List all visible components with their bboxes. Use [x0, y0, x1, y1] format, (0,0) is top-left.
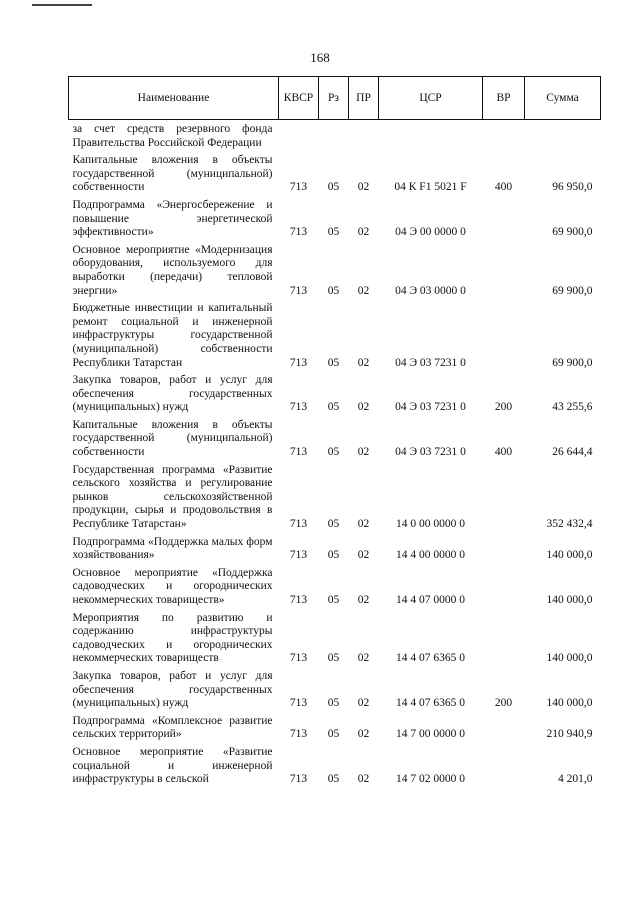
row-pr: 02 — [357, 549, 370, 562]
table-row — [69, 713, 601, 744]
scan-edge-mark — [32, 4, 92, 6]
row-sum: 69 900,0 — [552, 226, 593, 239]
row-name: Государственная программа «Развитие сельского хозяйства и регулирование рынков сельскохозяйственной продукции, сырья и продовольствия в Республике Татарстан» — [72, 463, 273, 531]
row-vr — [483, 534, 525, 565]
table-header-row — [69, 77, 601, 120]
row-csr: 14 4 07 0000 0 — [396, 594, 465, 606]
row-csr: 14 7 00 0000 0 — [396, 728, 465, 741]
header-vr: ВР — [483, 77, 525, 120]
row-name: Подпрограмма «Поддержка малых форм хозяйствования» — [72, 535, 273, 562]
table-row — [69, 668, 601, 713]
row-csr: 04 Э 03 7231 0 — [395, 356, 466, 369]
row-csr: 04 К F1 5021 F — [394, 181, 467, 194]
row-sum: 69 900,0 — [552, 356, 593, 369]
row-rz: 05 — [327, 549, 340, 562]
row-csr: 04 Э 03 0000 0 — [395, 284, 466, 297]
row-kvsr: 713 — [289, 446, 308, 459]
row-name: Основное мероприятие «Модернизация оборудования, используемого для выработки (передачи) тепловой энергии» — [72, 243, 273, 297]
row-name: Бюджетные инвестиции и капитальный ремонт социальной и инженерной инфраструктуры государственной (муниципальной) собственности Республики Татарстан — [72, 302, 273, 369]
table-row — [69, 744, 601, 789]
header-name: Наименование — [69, 77, 279, 120]
row-csr — [379, 120, 483, 153]
row-sum: 210 940,9 — [546, 728, 593, 741]
row-sum: 352 432,4 — [546, 518, 593, 531]
row-csr: 14 4 07 6365 0 — [396, 652, 465, 665]
table-row — [69, 120, 601, 153]
row-rz: 05 — [327, 356, 340, 369]
row-sum — [525, 120, 601, 153]
row-kvsr: 713 — [289, 284, 308, 297]
row-csr: 14 0 00 0000 0 — [396, 518, 465, 531]
row-kvsr: 713 — [289, 181, 308, 194]
row-kvsr: 713 — [289, 652, 308, 665]
row-kvsr: 713 — [289, 518, 308, 531]
row-kvsr: 713 — [289, 356, 308, 369]
row-pr: 02 — [357, 594, 370, 606]
row-csr: 04 Э 03 7231 0 — [395, 401, 466, 414]
row-sum: 69 900,0 — [552, 284, 593, 297]
row-rz: 05 — [327, 728, 340, 741]
header-csr: ЦСР — [379, 77, 483, 120]
row-csr: 04 Э 00 0000 0 — [395, 226, 466, 239]
row-pr: 02 — [357, 226, 370, 239]
row-rz: 05 — [327, 518, 340, 531]
row-pr: 02 — [357, 401, 370, 414]
row-pr — [349, 120, 379, 153]
row-vr: 200 — [494, 697, 513, 710]
row-vr — [483, 197, 525, 242]
row-vr — [483, 242, 525, 300]
row-sum: 26 644,4 — [552, 446, 593, 459]
row-rz: 05 — [327, 697, 340, 710]
row-vr — [483, 610, 525, 668]
table-row — [69, 372, 601, 417]
row-kvsr: 713 — [289, 401, 308, 414]
row-name: Закупка товаров, работ и услуг для обеспечения государственных (муниципальных) нужд — [72, 669, 273, 710]
header-pr: ПР — [349, 77, 379, 120]
row-csr: 14 4 07 6365 0 — [396, 697, 465, 710]
table-row — [69, 197, 601, 242]
row-vr: 400 — [494, 181, 513, 194]
table-row — [69, 565, 601, 610]
table-row — [69, 610, 601, 668]
table-row — [69, 152, 601, 197]
row-kvsr: 713 — [289, 226, 308, 239]
table-row — [69, 462, 601, 534]
row-pr: 02 — [357, 284, 370, 297]
row-kvsr: 713 — [289, 697, 308, 710]
row-rz — [319, 120, 349, 153]
row-name: Подпрограмма «Энергосбережение и повышение энергетической эффективности» — [72, 198, 273, 239]
row-pr: 02 — [357, 697, 370, 710]
row-rz: 05 — [327, 652, 340, 665]
row-name: Мероприятия по развитию и содержанию инфраструктуры садоводческих и огороднических некоммерческих товариществ — [72, 611, 273, 665]
table-row — [69, 242, 601, 300]
row-vr — [483, 120, 525, 153]
row-rz: 05 — [327, 181, 340, 194]
row-sum: 140 000,0 — [546, 549, 593, 562]
row-pr: 02 — [357, 652, 370, 665]
row-vr — [483, 462, 525, 534]
row-pr: 02 — [357, 181, 370, 194]
header-rz: Рз — [319, 77, 349, 120]
row-vr — [483, 713, 525, 744]
row-vr: 400 — [494, 446, 513, 459]
page-number: 168 — [310, 50, 330, 65]
row-pr: 02 — [357, 773, 370, 786]
row-name: за счет средств резервного фонда Правительства Российской Федерации — [72, 123, 273, 149]
budget-table — [68, 76, 601, 789]
row-sum: 140 000,0 — [546, 697, 593, 710]
row-csr: 14 7 02 0000 0 — [396, 773, 465, 786]
row-rz: 05 — [327, 401, 340, 414]
row-vr — [483, 565, 525, 610]
row-pr: 02 — [357, 518, 370, 531]
table-row — [69, 300, 601, 372]
row-rz: 05 — [327, 226, 340, 239]
row-name: Основное мероприятие «Поддержка садоводческих и огороднических некоммерческих товариществ» — [72, 566, 273, 606]
row-sum: 140 000,0 — [546, 594, 593, 606]
row-kvsr: 713 — [289, 728, 308, 741]
row-name: Капитальные вложения в объекты государственной (муниципальной) собственности — [72, 154, 273, 194]
row-rz: 05 — [327, 594, 340, 606]
row-rz: 05 — [327, 284, 340, 297]
row-name: Основное мероприятие «Развитие социальной и инженерной инфраструктуры в сельской — [72, 745, 273, 786]
row-rz: 05 — [327, 773, 340, 786]
row-sum: 96 950,0 — [552, 181, 593, 194]
row-name: Капитальные вложения в объекты государственной (муниципальной) собственности — [72, 418, 273, 459]
row-pr: 02 — [357, 728, 370, 741]
row-name: Подпрограмма «Комплексное развитие сельских территорий» — [72, 714, 273, 741]
row-name: Закупка товаров, работ и услуг для обеспечения государственных (муниципальных) нужд — [72, 374, 273, 414]
row-rz: 05 — [327, 446, 340, 459]
row-pr: 02 — [357, 356, 370, 369]
row-sum: 4 201,0 — [558, 773, 593, 786]
header-kvsr: КВСР — [279, 77, 319, 120]
row-kvsr: 713 — [289, 594, 308, 606]
table-row — [69, 417, 601, 462]
table-row — [69, 534, 601, 565]
row-sum: 140 000,0 — [546, 652, 593, 665]
row-csr: 14 4 00 0000 0 — [396, 549, 465, 562]
row-kvsr: 713 — [289, 549, 308, 562]
row-sum: 43 255,6 — [552, 401, 593, 414]
row-kvsr — [279, 120, 319, 153]
row-vr — [483, 300, 525, 372]
row-csr: 04 Э 03 7231 0 — [395, 446, 466, 459]
row-vr: 200 — [494, 401, 513, 414]
row-pr: 02 — [357, 446, 370, 459]
header-sum: Сумма — [525, 77, 601, 120]
row-vr — [483, 744, 525, 789]
row-kvsr: 713 — [289, 773, 308, 786]
